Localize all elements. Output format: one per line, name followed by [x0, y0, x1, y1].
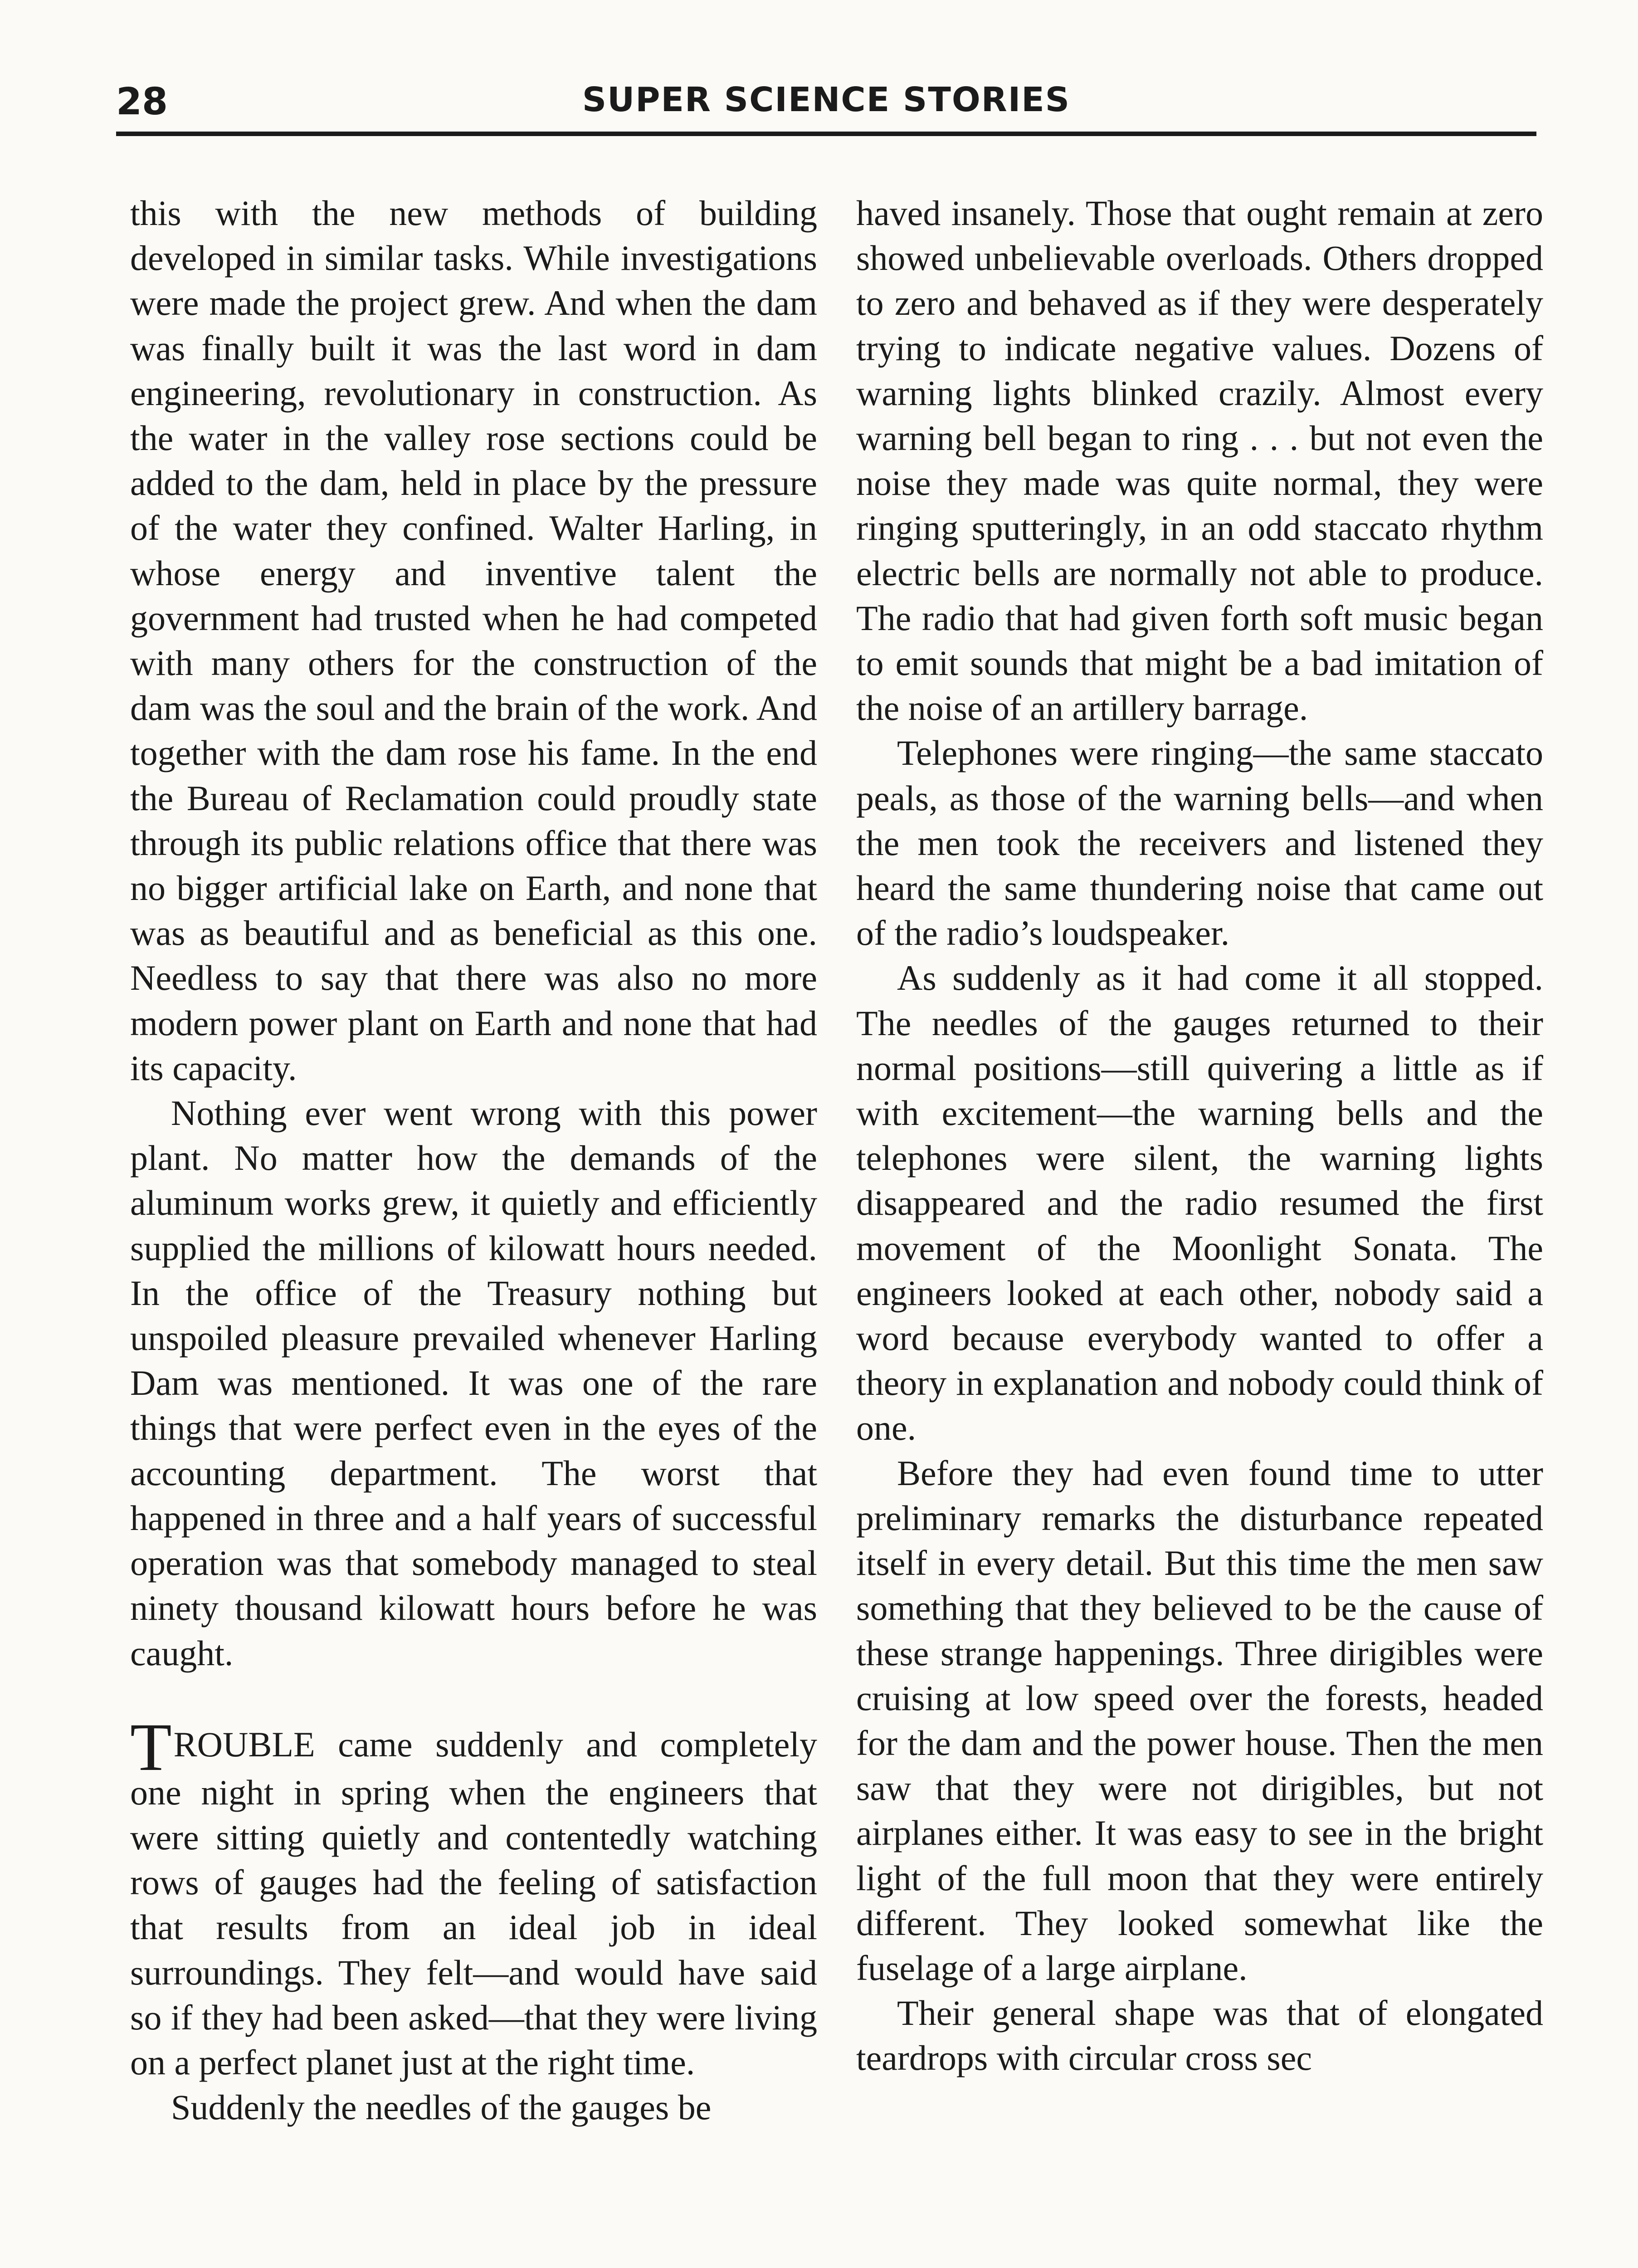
right-column: [856, 191, 1543, 2081]
paragraph: As suddenly as it had come it all stopped. The needles of the gauges returned to their normal positions—still quivering a little as if with excitement—the warning bells and the telephones were silent, the warning lights disappeared and the radio resumed the first movement of the Moonlight Sonata. The engineers looked at each other, nobody said a word because everybody wanted to offer a theory in explanation and nobody could think of one.: [856, 958, 1543, 1448]
paragraph: Nothing ever went wrong with this power plant. No matter how the demands of the aluminum works grew, it quietly and efficiently supplied the millions of kilowatt hours needed. In the office of the Treasury nothing but unspoiled pleasure prevailed whenever Harling Dam was mentioned. It was one of the rare things that were perfect even in the eyes of the accounting department. The worst that happened in three and a half years of successful operation was that somebody managed to steal ninety thousand kilowatt hours before he was caught.: [130, 1093, 817, 1673]
page-number: 28: [116, 80, 168, 123]
paragraph: Before they had even found time to utter preliminary remarks the disturbance repeated itself in every detail. But this time the men saw something that they believed to be the cause of these strange happenings. Three dirigibles were cruising at low speed over the forests, headed for the dam and the power house. Then the men saw that they were not dirigibles, but not airplanes either. It was easy to see in the bright light of the full moon that they were entirely different. They looked somewhat like the fuselage of a large airplane.: [856, 1453, 1543, 1988]
drop-initial: T: [130, 1709, 172, 1785]
paragraph: Their general shape was that of elongated teardrops with circular cross sec: [856, 1993, 1543, 2078]
page-header: [116, 77, 1536, 132]
running-title: SUPER SCIENCE STORIES: [582, 80, 1071, 119]
paragraph: this with the new methods of building developed in similar tasks. While investigations were made the project grew. And when the dam was finally built it was the last word in dam engineering, revolutionary in construction. As the water in the valley rose sections could be added to the dam, held in place by the pressure of the water they confined. Walter Harling, in whose energy and inventive talent the government had trusted when he had competed with many others for the construction of the dam was the soul and the brain of the work. And together with the dam rose his fame. In the end the Bureau of Reclamation could proudly state through its public relations office that there was no bigger artificial lake on Earth, and none that was as beautiful and as beneficial as this one. Needless to say that there was also no more modern power plant on Earth and none that had its capacity.: [130, 193, 817, 1088]
paragraph: haved insanely. Those that ought remain at zero showed unbelievable overloads. Others dropped to zero and behaved as if they were desperately trying to indicate negative values. Dozens of warning lights blinked crazily. Almost every warning bell began to ring . . . but not even the noise they made was quite normal, they were ringing sputteringly, in an odd staccato rhythm electric bells are normally not able to produce. The radio that had given forth soft music began to emit sounds that might be a bad imitation of the noise of an artillery barrage.: [856, 193, 1543, 728]
section-opening-paragraph: [130, 1709, 817, 2085]
paragraph-text: ROUBLE came suddenly and completely one night in spring when the engineers that were sitting quietly and contentedly watching rows of gauges had the feeling of satisfaction that results from an ideal job in ideal surroundings. They felt—and would have said so if they had been asked—that they were living on a perfect planet just at the right time.: [130, 1724, 817, 2082]
paragraph: Suddenly the needles of the gauges be: [171, 2087, 712, 2127]
paragraph: Telephones were ringing—the same staccato peals, as those of the warning bells—and when the men took the receivers and listened they heard the same thundering noise that came out of the radio’s loudspeaker.: [856, 733, 1543, 953]
left-column: [130, 191, 817, 2130]
header-rule: [116, 132, 1536, 136]
